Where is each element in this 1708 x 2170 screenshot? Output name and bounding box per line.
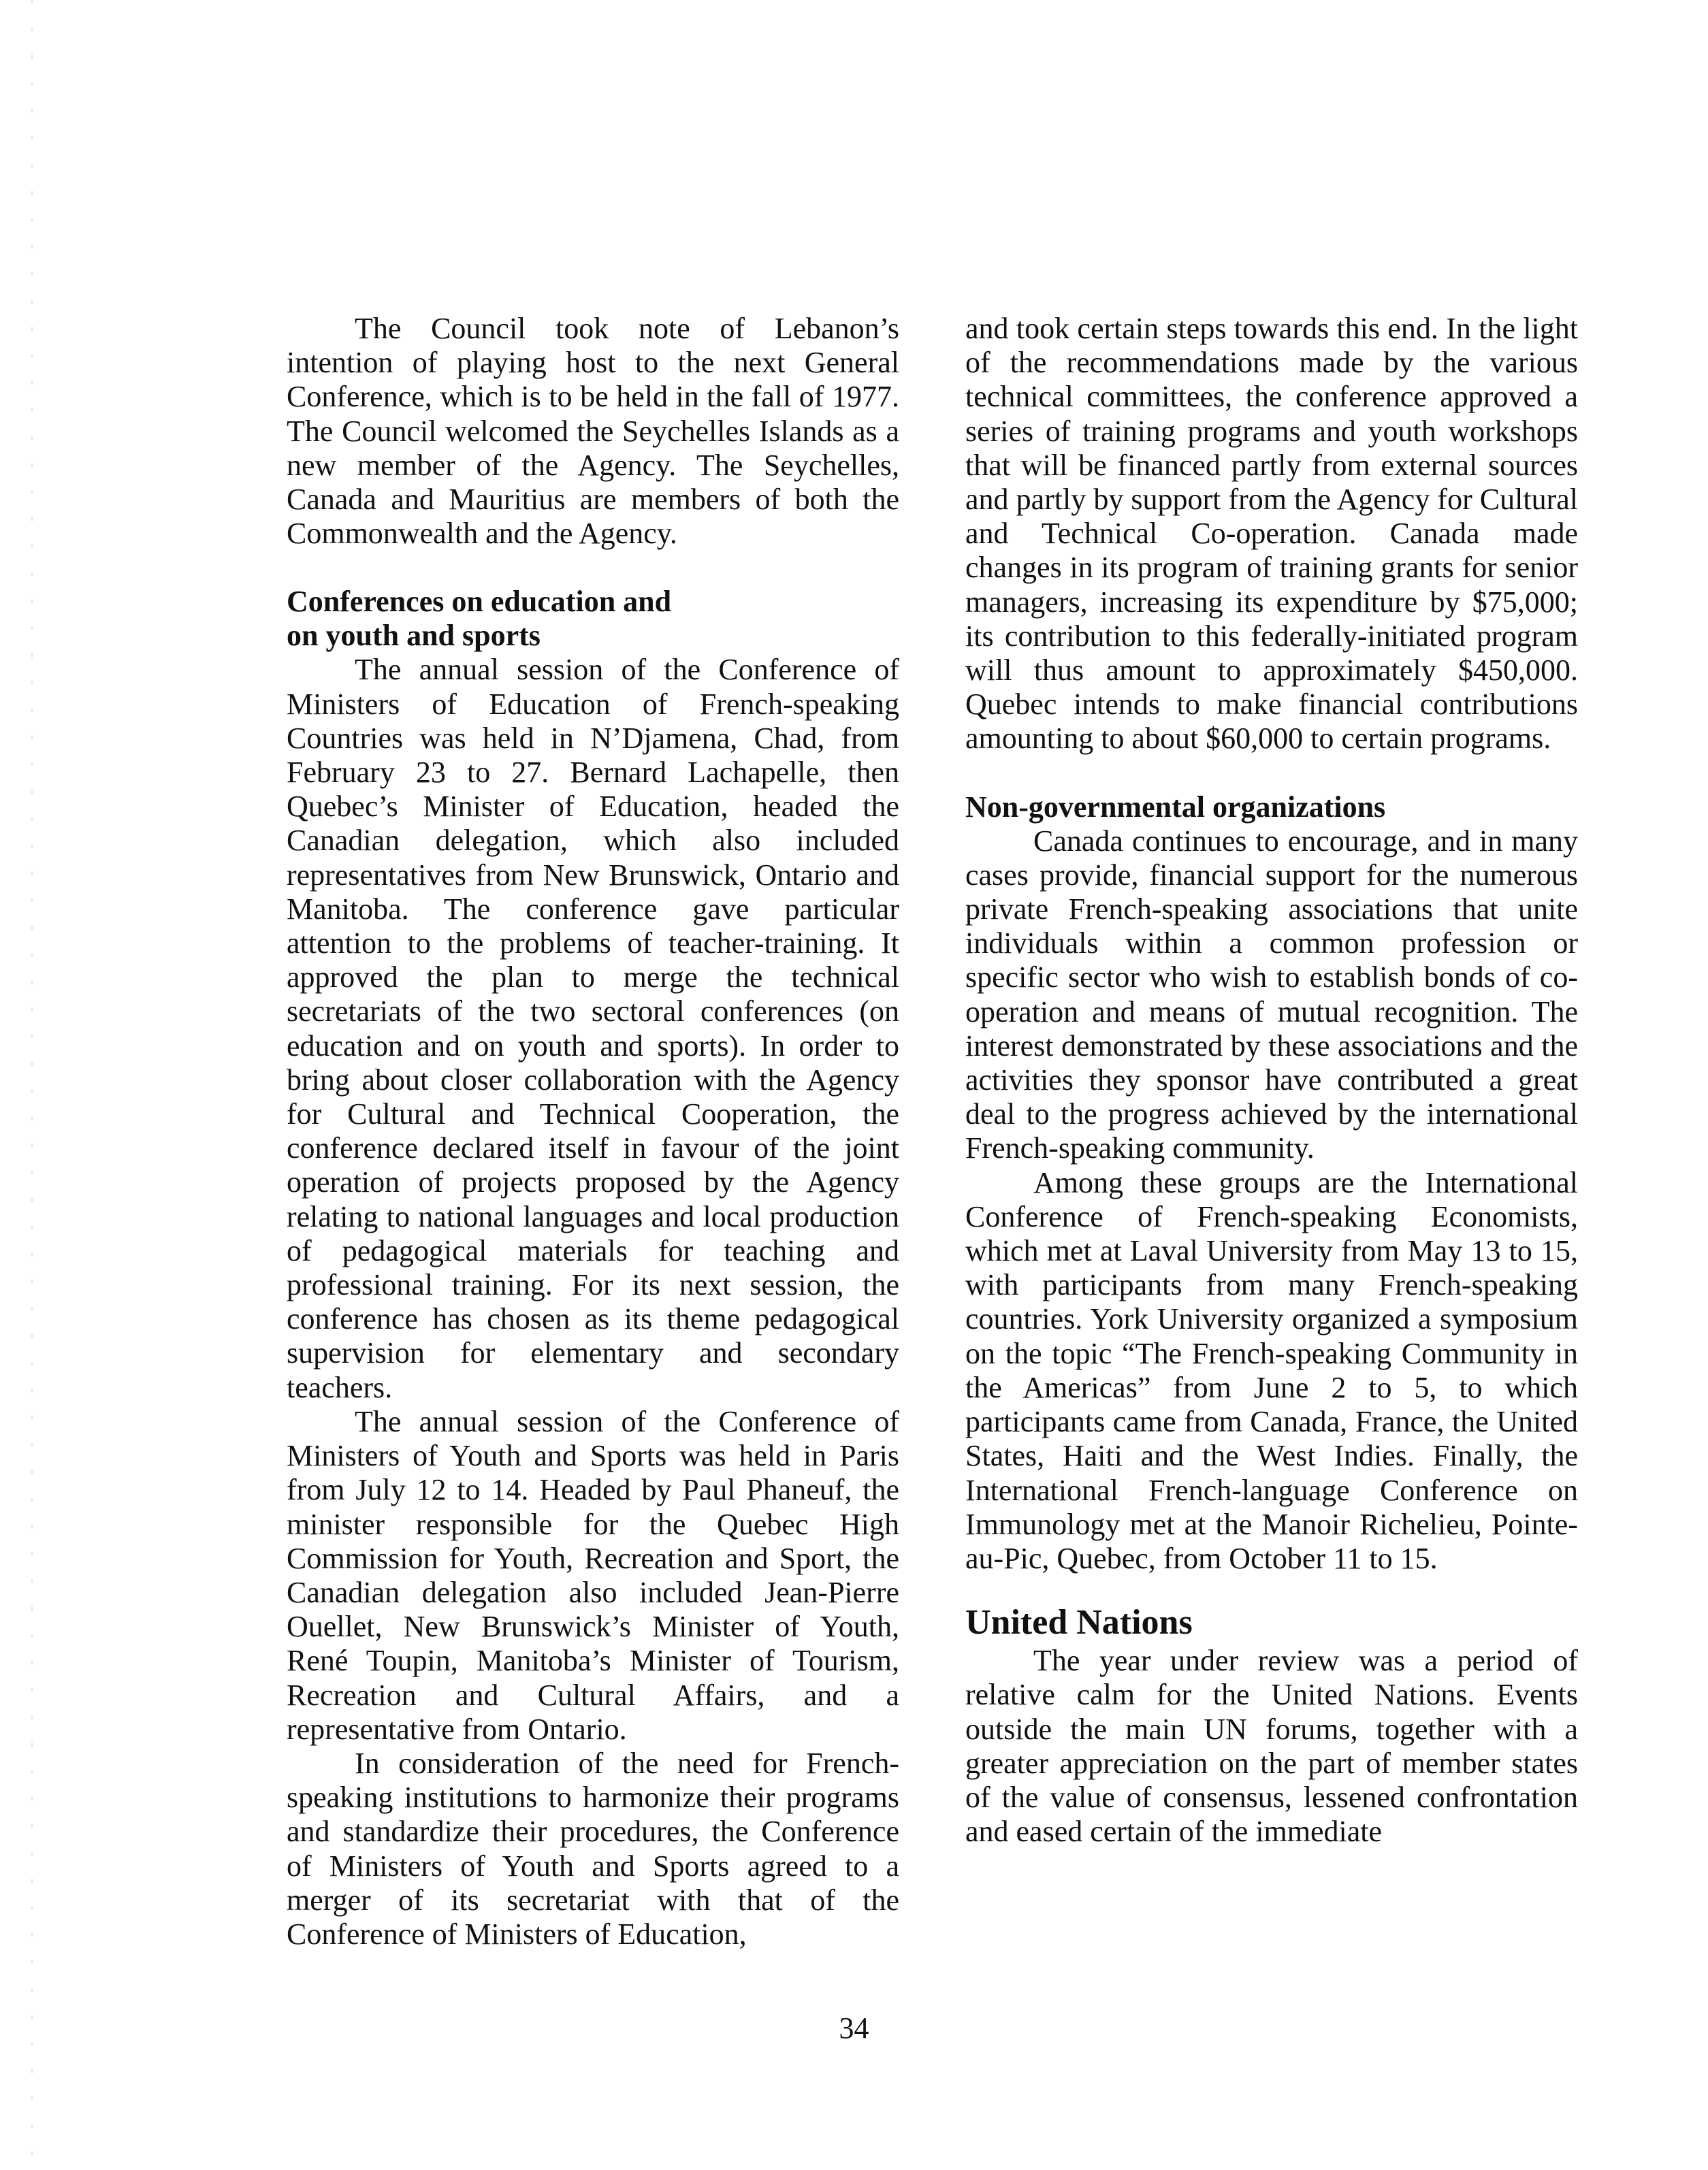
- spacer: [287, 551, 899, 585]
- section-heading-united-nations: United Nations: [965, 1603, 1193, 1642]
- page-number: 34: [839, 2011, 869, 2045]
- heading-line-2: on youth and sports: [287, 619, 541, 653]
- spacer: [965, 756, 1578, 790]
- paragraph-groups: Among these groups are the International Conference of French-speaking Economists, which met at Laval University from May 13 to 15, with participants from many French-speaking countries. York University organized a symposium on the topic “The French-speaking Community in the Americas” from June 2 to 5, to which participants came from Canada, France, the United States, Haiti and the West Indies. Finally, the International French-language Conference on Immunology met at the Manoir Richelieu, Pointe-au-Pic, Quebec, from October 11 to 15.: [965, 1165, 1578, 1575]
- spacer: [965, 1576, 1578, 1602]
- right-column: [965, 312, 1578, 1849]
- heading-line-1: Conferences on education and: [287, 585, 672, 619]
- paragraph-training-programs: and took certain steps towards this end. In the light of the recommendations made by the various technical committees, the conference approved a series of training programs and youth workshops that will be financed partly from external sources and partly by support from the Agency for Cultural and Technical Co-operation. Canada made changes in its program of training grants for senior managers, increasing its expenditure by $75,000; its contribution to this federally-initiated program will thus amount to approximately $450,000. Quebec intends to make financial contributions amounting to about $60,000 to certain programs.: [965, 312, 1578, 756]
- heading-non-governmental-organizations: Non-governmental organizations: [965, 790, 1386, 824]
- paragraph-secretariat-merger: In consideration of the need for French-speaking institutions to harmonize their programs and standardize their procedures, the Conference of Ministers of Youth and Sports agreed to a merger of its secretariat with that of the Conference of Ministers of Education,: [287, 1746, 899, 1951]
- left-column: [287, 312, 899, 1952]
- paragraph-youth-sports-conference: The annual session of the Conference of Ministers of Youth and Sports was held in Paris from July 12 to 14. Headed by Paul Phaneuf, the minister responsible for the Quebec High Commission for Youth, Recreation and Sport, the Canadian delegation also included Jean-Pierre Ouellet, New Brunswick’s Minister of Youth, René Toupin, Manitoba’s Minister of Tourism, Recreation and Cultural Affairs, and a representative from Ontario.: [287, 1404, 899, 1746]
- paragraph-ngo-support: Canada continues to encourage, and in many cases provide, financial support for the numerous private French-speaking associations that unite individuals within a common profession or specific sector who wish to establish bonds of co-operation and means of mutual recognition. The interest demonstrated by these associations and the activities they sponsor have contributed a great deal to the progress achieved by the international French-speaking community.: [965, 824, 1578, 1165]
- scan-edge-artifact: [31, 0, 33, 2170]
- heading-conferences-education-youth: [287, 585, 899, 653]
- paragraph-lebanon: The Council took note of Lebanon’s intention of playing host to the next General Conference, which is to be held in the fall of 1977. The Council welcomed the Seychelles Islands as a new member of the Agency. The Seychelles, Canada and Mauritius are members of both the Commonwealth and the Agency.: [287, 312, 899, 551]
- paragraph-education-conference: The annual session of the Conference of Ministers of Education of French-speaking Countries was held in N’Djamena, Chad, from February 23 to 27. Bernard Lachapelle, then Quebec’s Minister of Education, headed the Canadian delegation, which also included representatives from New Brunswick, Ontario and Manitoba. The conference gave particular attention to the problems of teacher-training. It approved the plan to merge the technical secretariats of the two sectoral conferences (on education and on youth and sports). In order to bring about closer collaboration with the Agency for Cultural and Technical Cooperation, the conference declared itself in favour of the joint operation of projects proposed by the Agency relating to national languages and local production of pedagogical materials for teaching and professional training. For its next session, the conference has chosen as its theme pedagogical supervision for elementary and secondary teachers.: [287, 653, 899, 1404]
- paragraph-united-nations: The year under review was a period of relative calm for the United Nations. Events outside the main UN forums, together with a greater appreciation on the part of member states of the value of consensus, lessened confrontation and eased certain of the immediate: [965, 1644, 1578, 1849]
